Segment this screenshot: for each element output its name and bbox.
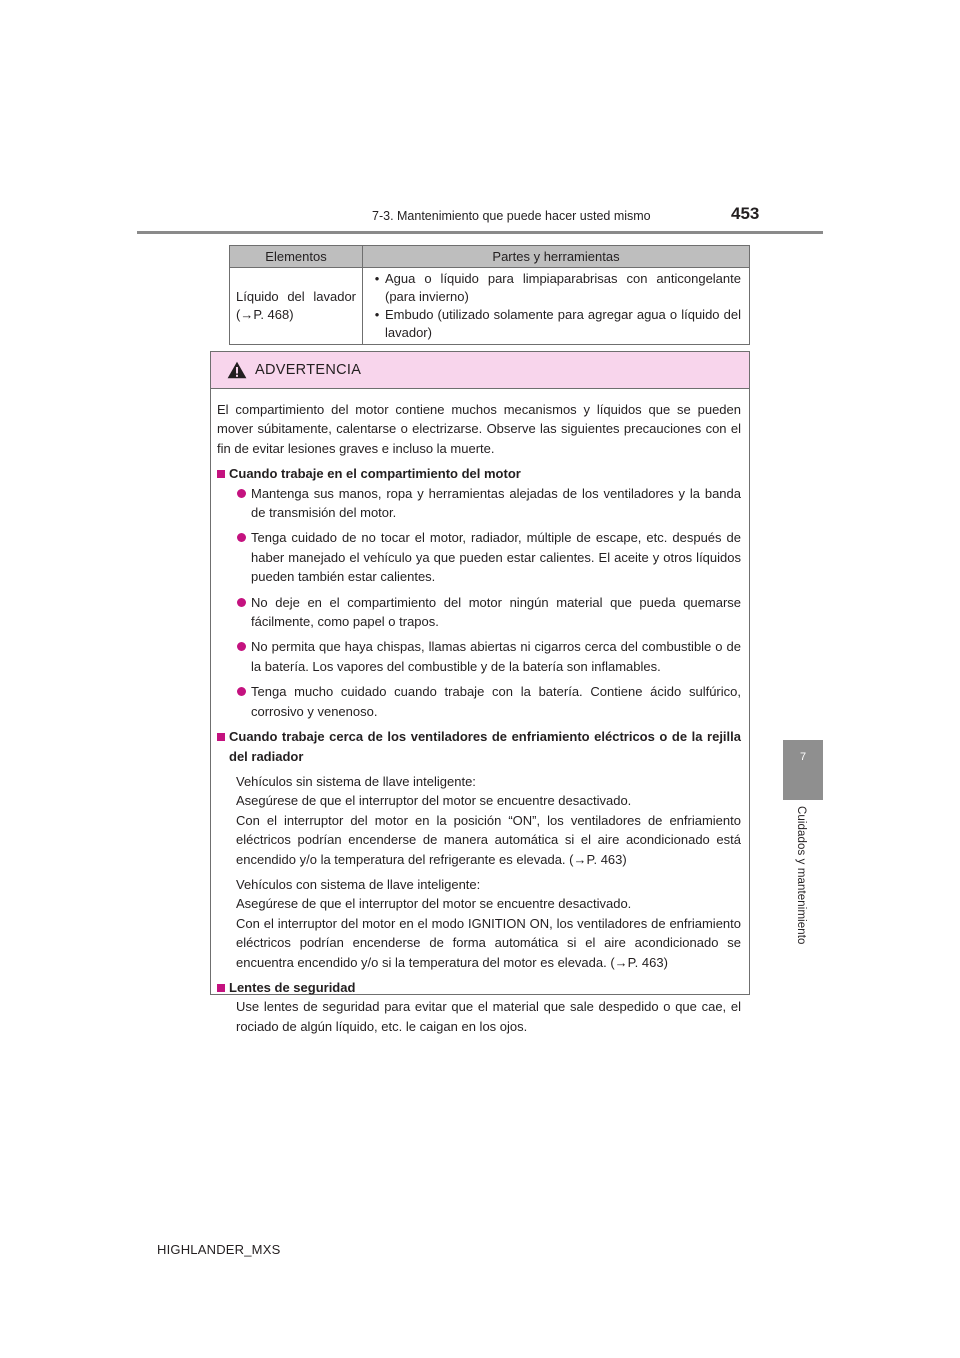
parts-item-text: Embudo (utilizado solamente para agregar agua o líquido del lavador)	[385, 307, 741, 340]
section-heading	[217, 978, 741, 997]
section-title: 7-3. Mantenimiento que puede hacer usted mismo	[372, 209, 651, 223]
paragraph-line: Asegúrese de que el interruptor del motor se encuentre desactivado.	[236, 793, 632, 809]
header-divider	[137, 231, 823, 234]
list-item	[237, 484, 741, 523]
circle-bullet-icon	[237, 687, 246, 696]
paragraph-line: Asegúrese de que el interruptor del motor se encuentre desactivado.	[236, 896, 632, 912]
section-heading-text: Cuando trabaje cerca de los ventiladores de enfriamiento eléctricos o de la rejilla del radiador	[229, 729, 741, 764]
element-page-ref[interactable]: (→P. 468)	[236, 307, 294, 322]
section-heading	[217, 727, 741, 766]
list-item	[237, 593, 741, 632]
list-item	[237, 637, 741, 676]
list-item	[369, 306, 741, 342]
paragraph-line: Vehículos con sistema de llave inteligente:	[236, 876, 481, 892]
chapter-number: 7	[799, 751, 807, 763]
section-heading	[217, 464, 741, 483]
circle-bullet-icon	[237, 642, 246, 651]
list-item	[369, 270, 741, 306]
square-bullet-icon	[217, 984, 225, 992]
square-bullet-icon	[217, 733, 225, 741]
paragraph-line: Use lentes de seguridad para evitar que el material que sale despedido o que cae, el rociado de algún líquido, etc. le caigan en los ojos.	[236, 999, 741, 1034]
table-row	[230, 268, 750, 345]
paragraph-no-smart-key	[236, 772, 741, 869]
section-heading-text: Lentes de seguridad	[229, 979, 356, 995]
bullet-icon: •	[374, 307, 380, 322]
warning-triangle-icon	[227, 361, 247, 379]
element-name: Líquido del lavador	[236, 289, 356, 304]
chapter-label: Cuidados y mantenimiento	[795, 806, 807, 945]
warning-box	[210, 351, 750, 1034]
warning-intro: El compartimiento del motor contiene muchos mecanismos y líquidos que se pueden mover súbitamente, calentarse o electrizarse. Observe las siguientes precauciones con el fin de evitar lesiones graves e incluso la muerte.	[217, 402, 741, 456]
circle-bullet-icon	[237, 598, 246, 607]
parts-cell	[363, 268, 750, 345]
square-bullet-icon	[217, 470, 225, 478]
section-heading-text: Cuando trabaje en el compartimiento del motor	[229, 466, 521, 482]
circle-bullet-icon	[237, 489, 246, 498]
warning-header	[211, 352, 749, 389]
page-number: 453	[731, 204, 760, 223]
warning-body	[211, 389, 749, 1036]
list-item-text: Mantenga sus manos, ropa y herramientas alejadas de los ventiladores y la banda de transmisión del motor.	[251, 485, 741, 521]
table-header-partes: Partes y herramientas	[363, 246, 750, 268]
list-item-text: Tenga mucho cuidado cuando trabaje con la batería. Contiene ácido sulfúrico, corrosivo y venenoso.	[251, 684, 741, 719]
parts-item-text: Agua o líquido para limpiaparabrisas con anticongelante (para invierno)	[385, 271, 741, 304]
list-item	[237, 682, 741, 721]
element-cell	[230, 268, 363, 345]
paragraph-safety-glasses	[236, 997, 741, 1036]
paragraph-smart-key	[236, 875, 741, 972]
list-item-text: No permita que haya chispas, llamas abiertas ni cigarros cerca del combustible o de la batería. Los vapores del combustible y de la batería son inflamables.	[251, 639, 741, 674]
table-header-elementos: Elementos	[230, 246, 363, 268]
paragraph-line: Vehículos sin sistema de llave inteligente:	[236, 773, 476, 789]
circle-bullet-icon	[237, 533, 246, 542]
footer-model: HIGHLANDER_MXS	[157, 1242, 281, 1257]
paragraph-line: Con el interruptor del motor en el modo IGNITION ON, los ventiladores de enfriamiento eléctricos podrían encenderse de forma automática si el aire acondicionado se encuentra encendido y/o si la temperatura del motor es elevada. (→P. 463)	[236, 915, 741, 970]
chapter-tab	[783, 740, 823, 800]
bullet-icon: •	[374, 271, 380, 286]
parts-table	[229, 245, 750, 345]
list-item-text: No deje en el compartimiento del motor ningún material que pueda quemarse fácilmente, como papel o trapos.	[251, 594, 741, 630]
paragraph-line: Con el interruptor del motor en la posición “ON”, los ventiladores de enfriamiento eléctricos podrían encenderse de manera automática si el aire acondicionado está encendido y/o la temperatura del refrigerante es elevada. (→P. 463)	[236, 812, 741, 867]
list-item-text: Tenga cuidado de no tocar el motor, radiador, múltiple de escape, etc. después de haber manejado el vehículo ya que pueden estar calientes. El aceite y otros líquidos pueden también estar calientes.	[251, 530, 741, 585]
warning-title: ADVERTENCIA	[255, 362, 362, 378]
list-item	[237, 528, 741, 586]
